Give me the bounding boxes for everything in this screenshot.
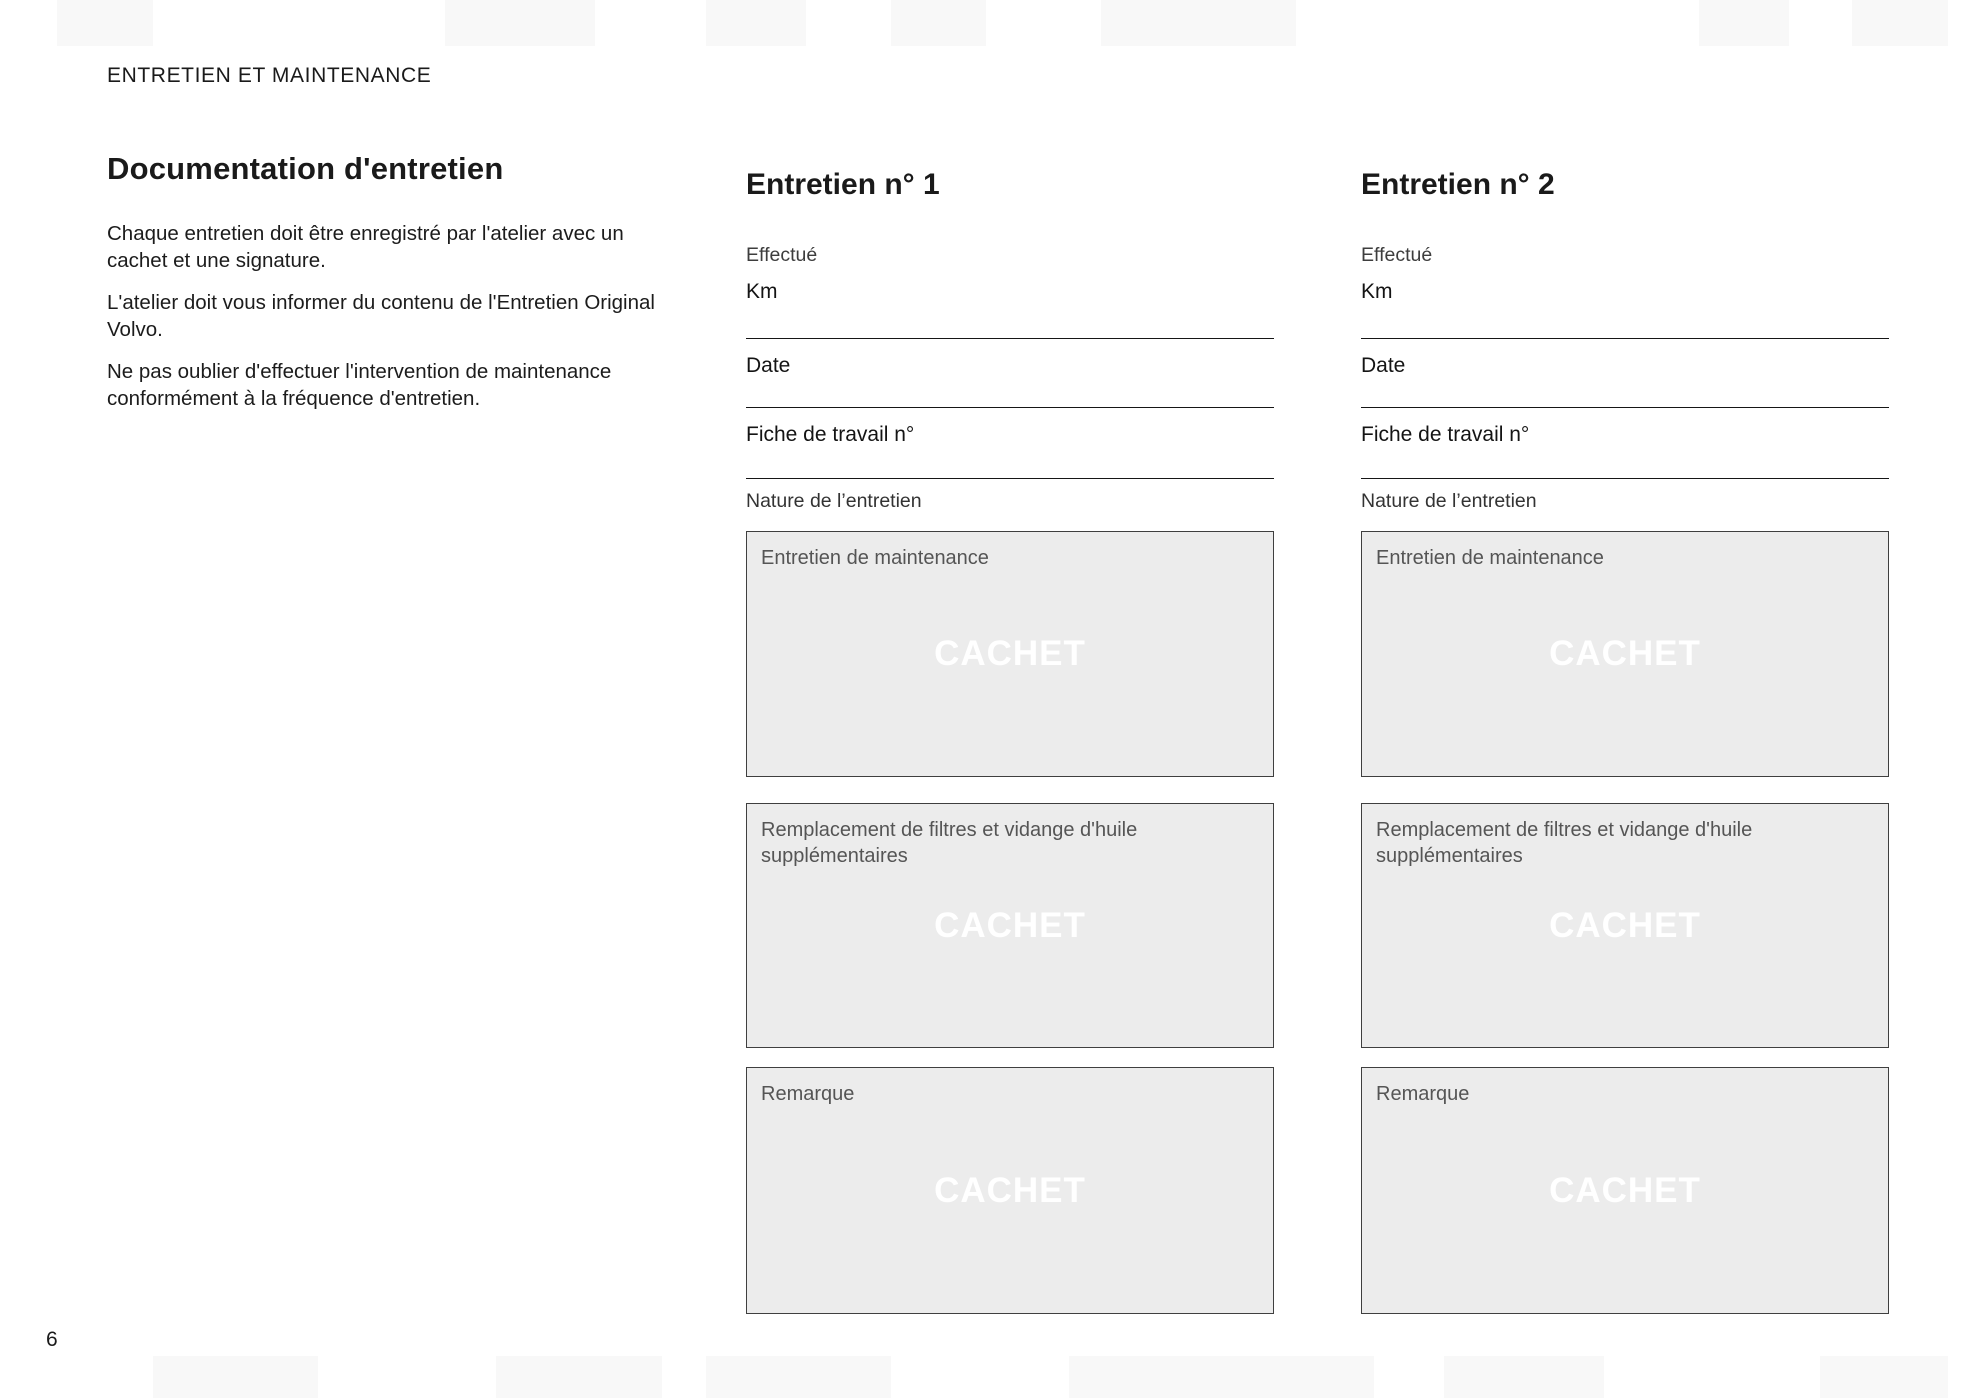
service-column-2 bbox=[1361, 168, 1889, 1314]
nature-label: Nature de l’entretien bbox=[1361, 490, 1537, 512]
km-label: Km bbox=[746, 280, 778, 303]
cachet-watermark: CACHET bbox=[934, 905, 1086, 945]
date-label: Date bbox=[1361, 354, 1406, 377]
effectue-label: Effectué bbox=[1361, 244, 1433, 266]
filters-oil-stamp-box bbox=[1361, 803, 1889, 1048]
stamp-box-label: Entretien de maintenance bbox=[1376, 547, 1604, 569]
scan-artifact bbox=[57, 0, 153, 46]
intro-section bbox=[107, 152, 663, 427]
stamp-box-label: Remplacement de filtres et vidange d'huile supplémentaires bbox=[1376, 819, 1753, 867]
cachet-watermark: CACHET bbox=[1549, 1170, 1701, 1210]
date-field bbox=[746, 353, 1274, 408]
worksheet-number-label: Fiche de travail n° bbox=[746, 423, 915, 446]
scan-artifact bbox=[1069, 1356, 1374, 1398]
service-column-1 bbox=[746, 168, 1274, 1314]
scan-artifact bbox=[706, 0, 806, 46]
scan-artifact bbox=[1101, 0, 1296, 46]
cachet-watermark: CACHET bbox=[1549, 905, 1701, 945]
stamp-box-label: Entretien de maintenance bbox=[761, 547, 989, 569]
section-title: Documentation d'entretien bbox=[107, 151, 504, 186]
intro-paragraph: Chaque entretien doit être enregistré par l'atelier avec un cachet et une signature. bbox=[107, 222, 624, 273]
effectue-label: Effectué bbox=[746, 244, 818, 266]
date-label: Date bbox=[746, 354, 791, 377]
date-field bbox=[1361, 353, 1889, 408]
scan-artifact bbox=[891, 0, 986, 46]
scan-artifact bbox=[706, 1356, 891, 1398]
intro-paragraph: L'atelier doit vous informer du contenu de l'Entretien Original Volvo. bbox=[107, 291, 655, 342]
remark-stamp-box bbox=[1361, 1067, 1889, 1314]
nature-label: Nature de l’entretien bbox=[746, 490, 922, 512]
cachet-watermark: CACHET bbox=[1549, 634, 1701, 673]
worksheet-number-label: Fiche de travail n° bbox=[1361, 423, 1530, 446]
remark-stamp-box bbox=[746, 1067, 1274, 1314]
worksheet-number-field bbox=[1361, 422, 1889, 479]
scan-artifact bbox=[153, 1356, 318, 1398]
scan-artifact bbox=[1820, 1356, 1948, 1398]
filters-oil-stamp-box bbox=[746, 803, 1274, 1048]
stamp-box-label: Remarque bbox=[761, 1083, 855, 1105]
scan-artifact bbox=[1852, 0, 1948, 46]
cachet-watermark: CACHET bbox=[934, 634, 1086, 673]
scan-artifact bbox=[496, 1356, 662, 1398]
scan-artifact bbox=[1699, 0, 1789, 46]
maintenance-stamp-box bbox=[1361, 531, 1889, 777]
km-field bbox=[746, 279, 1274, 339]
worksheet-number-field bbox=[746, 422, 1274, 479]
service-title: Entretien n° 2 bbox=[1361, 168, 1555, 201]
km-label: Km bbox=[1361, 280, 1393, 303]
service-title: Entretien n° 1 bbox=[746, 168, 940, 201]
stamp-box-label: Remplacement de filtres et vidange d'huile supplémentaires bbox=[761, 819, 1138, 867]
cachet-watermark: CACHET bbox=[934, 1170, 1086, 1210]
document-header: ENTRETIEN ET MAINTENANCE bbox=[107, 64, 432, 87]
stamp-box-label: Remarque bbox=[1376, 1083, 1470, 1105]
intro-paragraph: Ne pas oublier d'effectuer l'intervention de maintenance conformément à la fréquence d'entretien. bbox=[107, 360, 612, 411]
page-number: 6 bbox=[46, 1328, 58, 1351]
scan-artifact bbox=[1444, 1356, 1604, 1398]
scan-artifact bbox=[445, 0, 595, 46]
maintenance-stamp-box bbox=[746, 531, 1274, 777]
km-field bbox=[1361, 279, 1889, 339]
